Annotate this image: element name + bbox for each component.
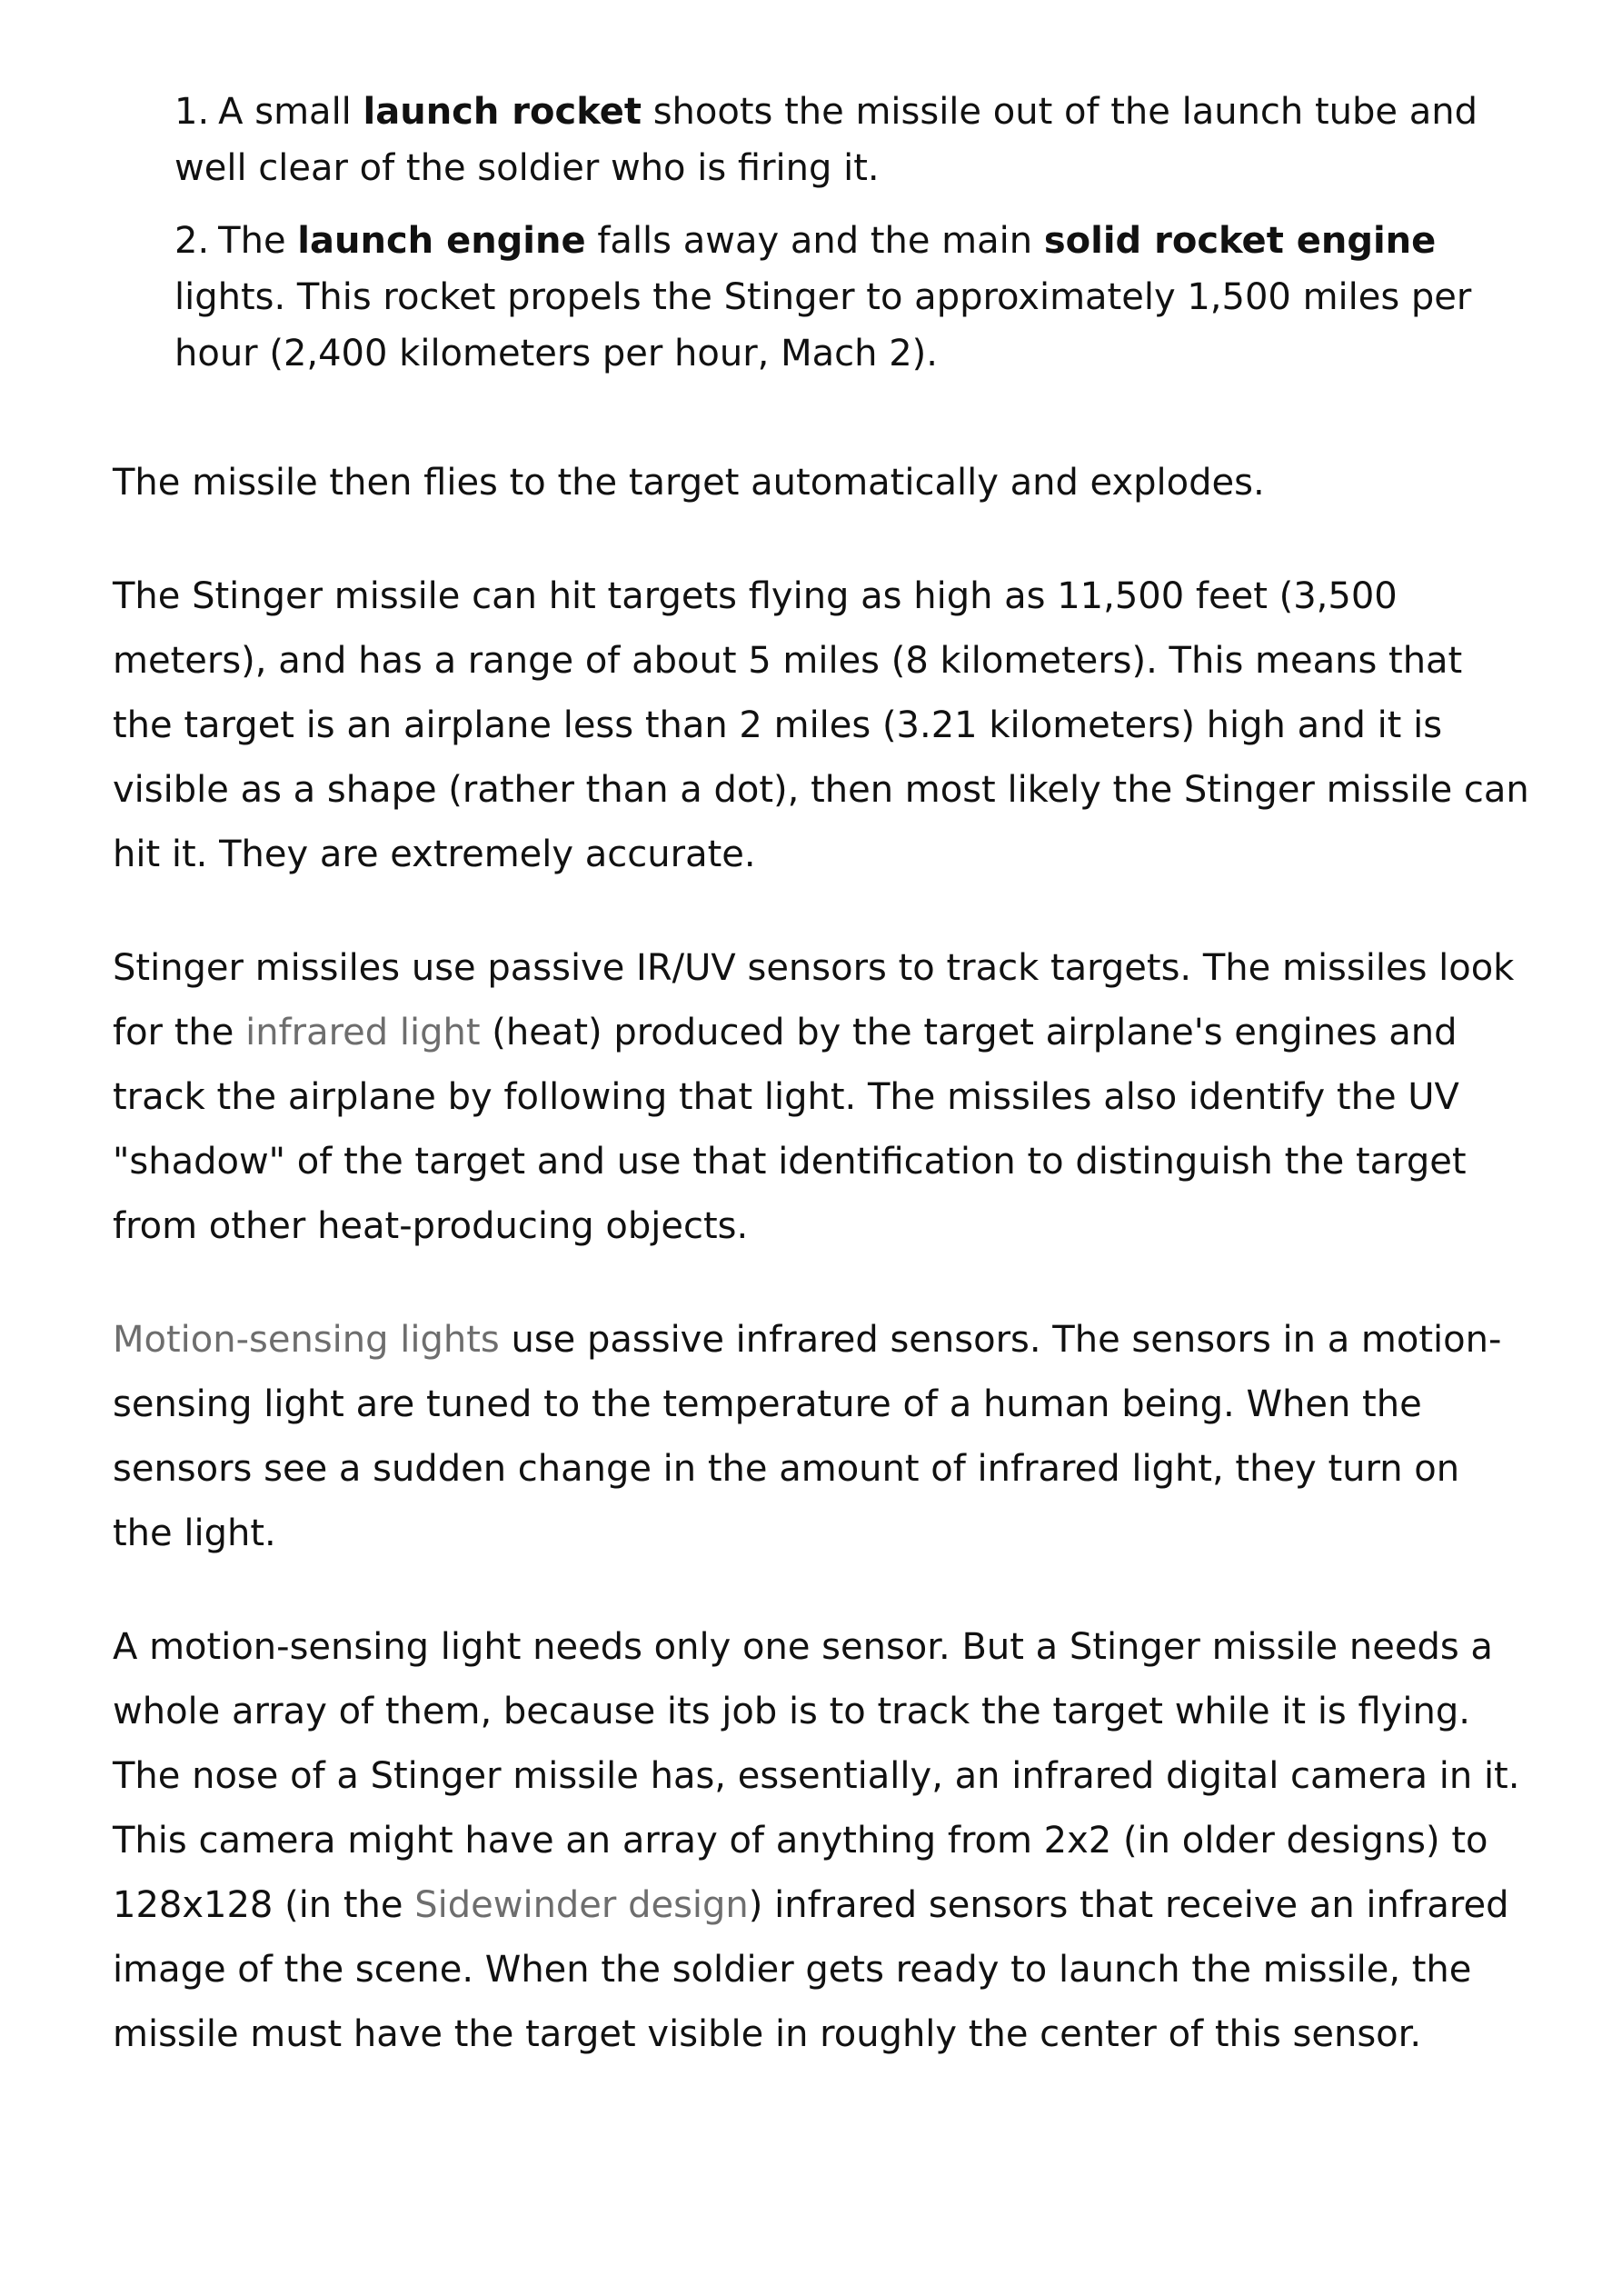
step-text: shoots the missile out of the launch tube and well clear of the soldier who is firing it. [174, 91, 1478, 189]
sidewinder-design-link[interactable]: Sidewinder design [414, 1884, 749, 1926]
paragraph-range: The Stinger missile can hit targets flying as high as 11,500 feet (3,500 meters), and has a range of about 5 miles (8 kilometers). This means that the target is an airplane less than 2 miles (3.21 kilometers) high and it is visible as a shape (rather than a dot), then most likely the Stinger missile can hit it. They are extremely accurate. [113, 575, 1529, 875]
paragraph-sensor-array [113, 1615, 1530, 2067]
motion-sensing-lights-link[interactable]: Motion-sensing lights [113, 1319, 500, 1361]
launch-steps-list [174, 84, 1530, 382]
step-text: lights. This rocket propels the Stinger to approximately 1,500 miles per hour (2,400 kilometers per hour, Mach 2). [174, 276, 1472, 374]
paragraph-text: A motion-sensing light needs only one sensor. But a Stinger missile needs a whole array of them, because its job is to track the target while it is flying. The nose of a Stinger missile has, essentially, an infrared digital camera in it. This camera might have an array of anything from 2x2 (in older designs) to 128x128 (in the [113, 1626, 1520, 1926]
step-number: 2. [174, 220, 210, 262]
article-body [113, 84, 1530, 2116]
paragraph-sensors [113, 936, 1530, 1259]
paragraph-text: Stinger missiles use passive IR/UV sensors to track targets. The missiles look for the [113, 947, 1515, 1053]
step-text: A small [218, 91, 352, 133]
list-item [174, 213, 1530, 382]
step-text: The [218, 220, 286, 262]
paragraph-motion-sensing [113, 1308, 1530, 1566]
step-text: falls away and the main [597, 220, 1033, 262]
step-bold-term: launch engine [297, 220, 586, 262]
step-bold-term: launch rocket [363, 91, 642, 133]
paragraph-flight: The missile then flies to the target automatically and explodes. [113, 462, 1265, 504]
paragraph-text: use passive infrared sensors. The sensors in a motion-sensing light are tuned to the temperature of a human being. When the sensors see a sudden change in the amount of infrared light, they turn on the light. [113, 1319, 1502, 1554]
step-bold-term: solid rocket engine [1043, 220, 1437, 262]
infrared-light-link[interactable]: infrared light [245, 1012, 481, 1053]
list-item [174, 84, 1530, 196]
paragraph-text: ) infrared sensors that receive an infrared image of the scene. When the soldier gets ready to launch the missile, the missile must have the target visible in roughly the center of this sensor. [113, 1884, 1509, 2055]
step-number: 1. [174, 91, 210, 133]
paragraph-text: (heat) produced by the target airplane's engines and track the airplane by following that light. The missiles also identify the UV "shadow" of the target and use that identification to distinguish the target from other heat-producing objects. [113, 1012, 1467, 1247]
